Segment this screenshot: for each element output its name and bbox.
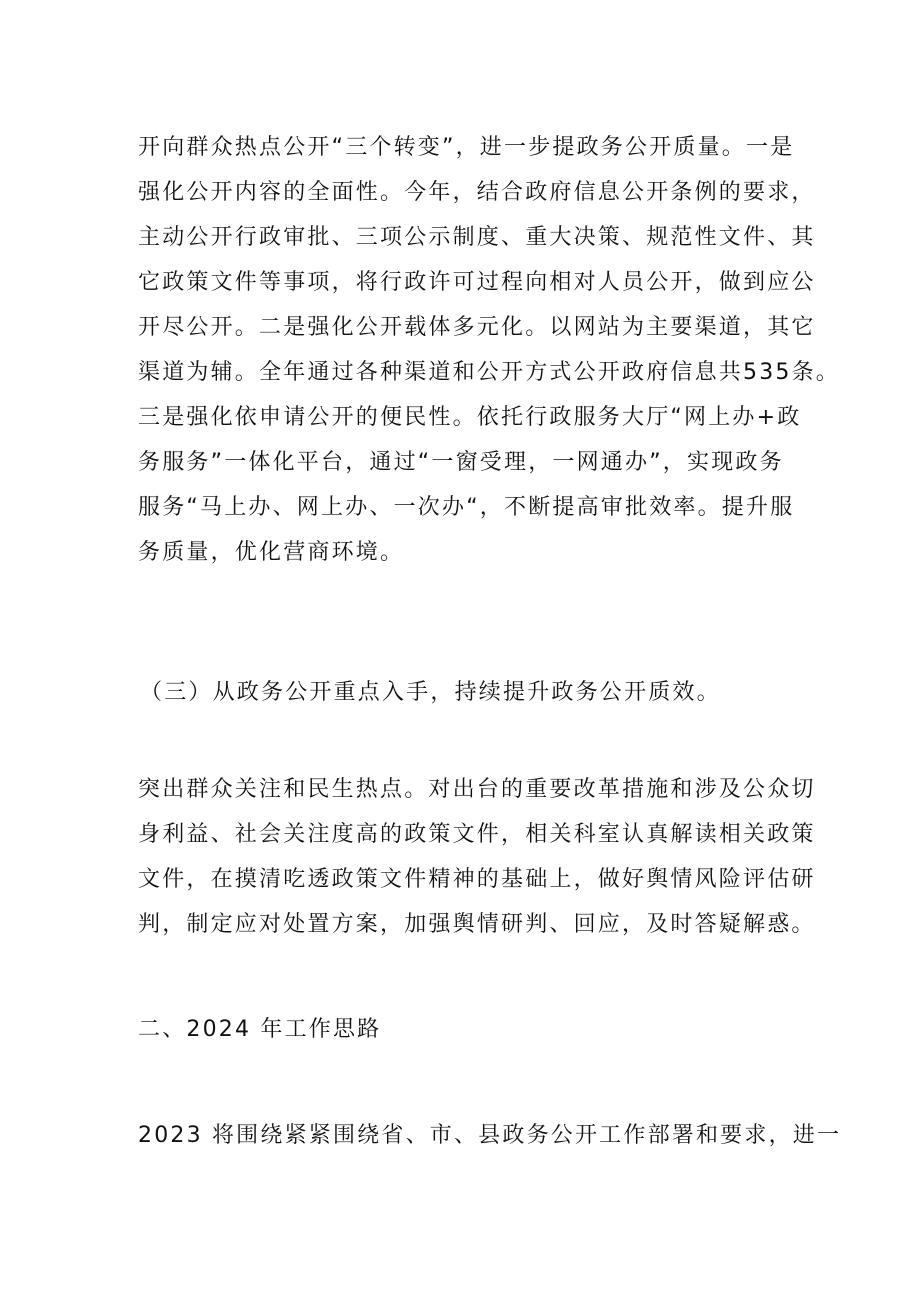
paragraph-line: 强化公开内容的全面性。今年，结合政府信息公开条例的要求， — [138, 180, 816, 205]
body-paragraph-2 — [138, 767, 816, 947]
paragraph-line: 判，制定应对处置方案，加强舆情研判、回应，及时答疑解惑。 — [138, 912, 816, 937]
paragraph-line: 2023 将围绕紧紧围绕省、市、县政务公开工作部署和要求，进一 — [138, 1123, 842, 1148]
paragraph-line: 开向群众热点公开“三个转变”，进一步提政务公开质量。一是 — [138, 135, 795, 160]
paragraph-line: 它政策文件等事项，将行政许可过程向相对人员公开，做到应公 — [138, 270, 816, 295]
paragraph-line: 三是强化依申请公开的便民性。依托行政服务大厅“网上办+政 — [138, 405, 802, 430]
paragraph-line: 开尽公开。二是强化公开载体多元化。以网站为主要渠道，其它 — [138, 315, 816, 340]
paragraph-line: 突出群众关注和民生热点。对出台的重要改革措施和涉及公众切 — [138, 777, 816, 802]
body-paragraph-3 — [138, 1113, 842, 1158]
section-heading-2 — [138, 1007, 798, 1052]
section-heading-text: （三）从政务公开重点入手，持续提升政务公开质效。 — [140, 680, 721, 705]
paragraph-line: 主动公开行政审批、三项公示制度、重大决策、规范性文件、其 — [138, 225, 816, 250]
paragraph-line: 文件，在摸清吃透政策文件精神的基础上，做好舆情风险评估研 — [138, 867, 816, 892]
section-heading-text: 二、2024 年工作思路 — [138, 1017, 382, 1042]
paragraph-line: 渠道为辅。全年通过各种渠道和公开方式公开政府信息共535条。 — [138, 360, 840, 385]
paragraph-line: 身利益、社会关注度高的政策文件，相关科室认真解读相关政策 — [138, 822, 816, 847]
paragraph-line: 务服务”一体化平台，通过“一窗受理，一网通办”，实现政务 — [138, 450, 784, 475]
section-heading-3 — [140, 670, 800, 715]
body-paragraph-1 — [138, 125, 840, 575]
paragraph-line: 务质量，优化营商环境。 — [138, 540, 405, 565]
paragraph-line: 服务“马上办、网上办、一次办“，不断提高审批效率。提升服 — [138, 495, 795, 520]
